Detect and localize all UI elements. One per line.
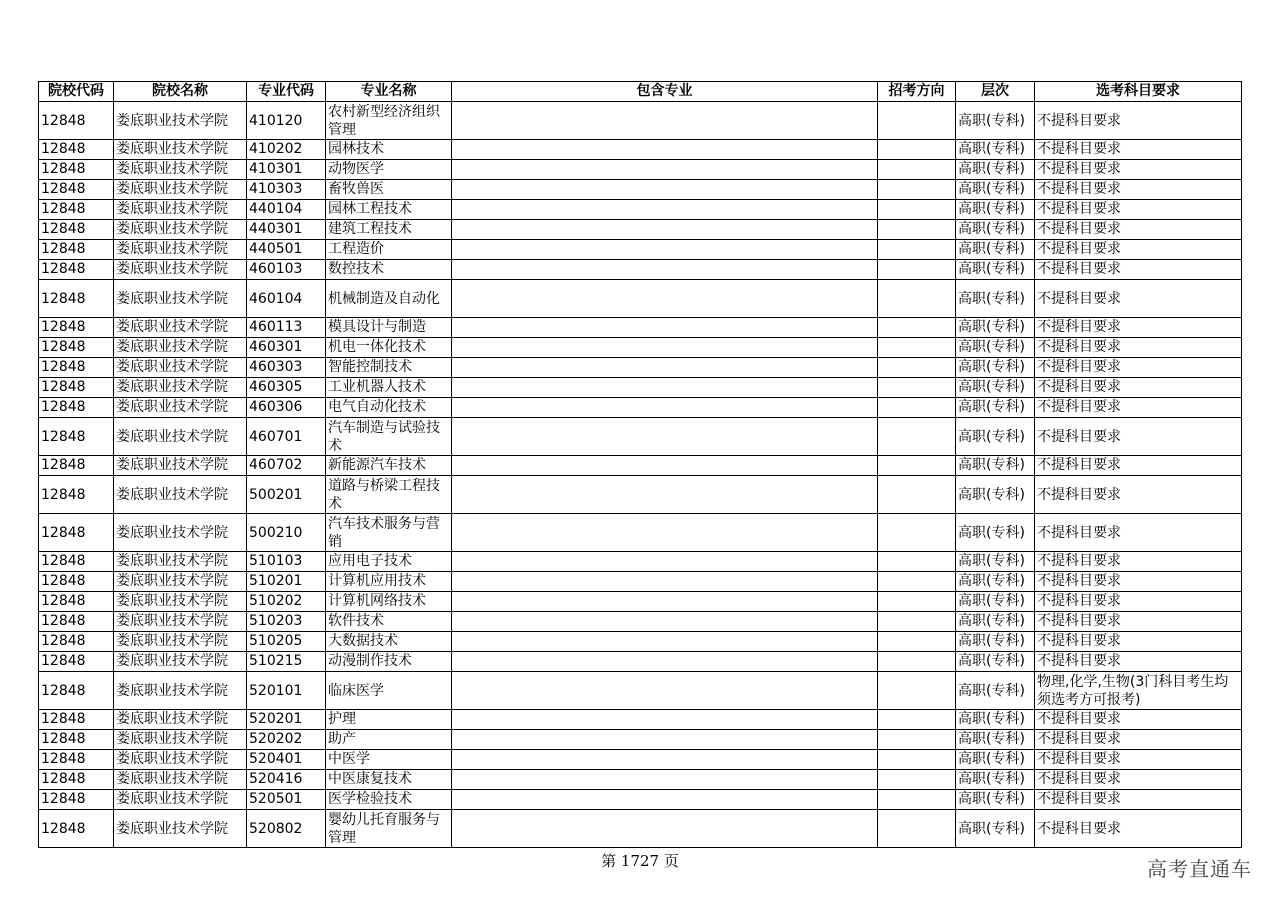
- watermark: 高考直通车: [1147, 857, 1252, 881]
- subject-requirement-cell: 不提科目要求: [1035, 730, 1242, 750]
- direction-cell: [878, 200, 956, 220]
- direction-cell: [878, 378, 956, 398]
- major-name-cell: 建筑工程技术: [326, 220, 452, 240]
- major-code-cell: 440501: [247, 240, 326, 260]
- major-code-cell: 500201: [247, 476, 326, 514]
- school-code-cell: 12848: [39, 790, 114, 810]
- school-code-cell: 12848: [39, 770, 114, 790]
- school-code-cell: 12848: [39, 280, 114, 318]
- major-code-cell: 460113: [247, 318, 326, 338]
- major-name-cell: 汽车制造与试验技术: [326, 418, 452, 456]
- school-name-cell: 娄底职业技术学院: [114, 318, 247, 338]
- table-row: [39, 790, 1242, 810]
- direction-cell: [878, 810, 956, 848]
- school-name-cell: 娄底职业技术学院: [114, 810, 247, 848]
- subject-requirement-cell: 不提科目要求: [1035, 612, 1242, 632]
- school-name-cell: 娄底职业技术学院: [114, 160, 247, 180]
- school-code-cell: 12848: [39, 398, 114, 418]
- major-name-cell: 智能控制技术: [326, 358, 452, 378]
- table-row: [39, 750, 1242, 770]
- included-majors-cell: [452, 672, 878, 710]
- subject-requirement-cell: 不提科目要求: [1035, 180, 1242, 200]
- subject-requirement-cell: 不提科目要求: [1035, 476, 1242, 514]
- level-cell: 高职(专科): [956, 180, 1035, 200]
- included-majors-cell: [452, 140, 878, 160]
- major-code-cell: 460104: [247, 280, 326, 318]
- table-row: [39, 200, 1242, 220]
- school-code-cell: 12848: [39, 592, 114, 612]
- major-name-cell: 工业机器人技术: [326, 378, 452, 398]
- table-row: [39, 612, 1242, 632]
- header-direction: 招考方向: [878, 82, 956, 102]
- major-code-cell: 460306: [247, 398, 326, 418]
- level-cell: 高职(专科): [956, 398, 1035, 418]
- table-row: [39, 810, 1242, 848]
- major-name-cell: 中医学: [326, 750, 452, 770]
- direction-cell: [878, 552, 956, 572]
- school-name-cell: 娄底职业技术学院: [114, 770, 247, 790]
- school-code-cell: 12848: [39, 240, 114, 260]
- level-cell: 高职(专科): [956, 102, 1035, 140]
- direction-cell: [878, 160, 956, 180]
- school-name-cell: 娄底职业技术学院: [114, 514, 247, 552]
- included-majors-cell: [452, 612, 878, 632]
- major-name-cell: 计算机网络技术: [326, 592, 452, 612]
- subject-requirement-cell: 不提科目要求: [1035, 418, 1242, 456]
- major-name-cell: 机械制造及自动化: [326, 280, 452, 318]
- major-name-cell: 汽车技术服务与营销: [326, 514, 452, 552]
- subject-requirement-cell: 不提科目要求: [1035, 810, 1242, 848]
- table-row: [39, 102, 1242, 140]
- major-code-cell: 410303: [247, 180, 326, 200]
- table-row: [39, 592, 1242, 612]
- header-subject-requirement: 选考科目要求: [1035, 82, 1242, 102]
- level-cell: 高职(专科): [956, 810, 1035, 848]
- school-code-cell: 12848: [39, 318, 114, 338]
- level-cell: 高职(专科): [956, 652, 1035, 672]
- school-name-cell: 娄底职业技术学院: [114, 632, 247, 652]
- major-name-cell: 助产: [326, 730, 452, 750]
- school-code-cell: 12848: [39, 338, 114, 358]
- included-majors-cell: [452, 710, 878, 730]
- major-code-cell: 510215: [247, 652, 326, 672]
- included-majors-cell: [452, 260, 878, 280]
- subject-requirement-cell: 不提科目要求: [1035, 770, 1242, 790]
- direction-cell: [878, 612, 956, 632]
- major-name-cell: 软件技术: [326, 612, 452, 632]
- school-code-cell: 12848: [39, 260, 114, 280]
- school-name-cell: 娄底职业技术学院: [114, 672, 247, 710]
- level-cell: 高职(专科): [956, 476, 1035, 514]
- school-name-cell: 娄底职业技术学院: [114, 240, 247, 260]
- subject-requirement-cell: 物理,化学,生物(3门科目考生均须选考方可报考): [1035, 672, 1242, 710]
- table-row: [39, 632, 1242, 652]
- table-row: [39, 456, 1242, 476]
- table-row: [39, 378, 1242, 398]
- included-majors-cell: [452, 220, 878, 240]
- major-code-cell: 520401: [247, 750, 326, 770]
- included-majors-cell: [452, 790, 878, 810]
- major-code-cell: 510103: [247, 552, 326, 572]
- major-name-cell: 机电一体化技术: [326, 338, 452, 358]
- major-code-cell: 520802: [247, 810, 326, 848]
- subject-requirement-cell: 不提科目要求: [1035, 592, 1242, 612]
- included-majors-cell: [452, 280, 878, 318]
- table-row: [39, 672, 1242, 710]
- table-body: [39, 102, 1242, 848]
- major-code-cell: 520101: [247, 672, 326, 710]
- included-majors-cell: [452, 652, 878, 672]
- subject-requirement-cell: 不提科目要求: [1035, 514, 1242, 552]
- table-row: [39, 770, 1242, 790]
- included-majors-cell: [452, 632, 878, 652]
- school-name-cell: 娄底职业技术学院: [114, 572, 247, 592]
- included-majors-cell: [452, 750, 878, 770]
- subject-requirement-cell: 不提科目要求: [1035, 572, 1242, 592]
- included-majors-cell: [452, 730, 878, 750]
- level-cell: 高职(专科): [956, 514, 1035, 552]
- direction-cell: [878, 770, 956, 790]
- school-name-cell: 娄底职业技术学院: [114, 200, 247, 220]
- header-row: [39, 82, 1242, 102]
- school-name-cell: 娄底职业技术学院: [114, 280, 247, 318]
- school-name-cell: 娄底职业技术学院: [114, 260, 247, 280]
- direction-cell: [878, 476, 956, 514]
- major-name-cell: 园林技术: [326, 140, 452, 160]
- level-cell: 高职(专科): [956, 358, 1035, 378]
- school-code-cell: 12848: [39, 514, 114, 552]
- school-code-cell: 12848: [39, 730, 114, 750]
- included-majors-cell: [452, 378, 878, 398]
- school-code-cell: 12848: [39, 476, 114, 514]
- level-cell: 高职(专科): [956, 140, 1035, 160]
- subject-requirement-cell: 不提科目要求: [1035, 358, 1242, 378]
- header-major-name: 专业名称: [326, 82, 452, 102]
- major-name-cell: 道路与桥梁工程技术: [326, 476, 452, 514]
- major-code-cell: 520202: [247, 730, 326, 750]
- level-cell: 高职(专科): [956, 612, 1035, 632]
- school-code-cell: 12848: [39, 552, 114, 572]
- major-code-cell: 410202: [247, 140, 326, 160]
- major-name-cell: 动漫制作技术: [326, 652, 452, 672]
- subject-requirement-cell: 不提科目要求: [1035, 632, 1242, 652]
- table-row: [39, 160, 1242, 180]
- school-code-cell: 12848: [39, 102, 114, 140]
- major-code-cell: 410120: [247, 102, 326, 140]
- table-row: [39, 418, 1242, 456]
- school-code-cell: 12848: [39, 710, 114, 730]
- major-code-cell: 520416: [247, 770, 326, 790]
- school-code-cell: 12848: [39, 180, 114, 200]
- level-cell: 高职(专科): [956, 750, 1035, 770]
- school-code-cell: 12848: [39, 672, 114, 710]
- page-number: 第 1727 页: [601, 852, 679, 870]
- subject-requirement-cell: 不提科目要求: [1035, 456, 1242, 476]
- table-row: [39, 338, 1242, 358]
- subject-requirement-cell: 不提科目要求: [1035, 318, 1242, 338]
- direction-cell: [878, 652, 956, 672]
- level-cell: 高职(专科): [956, 552, 1035, 572]
- level-cell: 高职(专科): [956, 672, 1035, 710]
- direction-cell: [878, 514, 956, 552]
- included-majors-cell: [452, 572, 878, 592]
- subject-requirement-cell: 不提科目要求: [1035, 710, 1242, 730]
- included-majors-cell: [452, 592, 878, 612]
- subject-requirement-cell: 不提科目要求: [1035, 200, 1242, 220]
- level-cell: 高职(专科): [956, 418, 1035, 456]
- major-code-cell: 510201: [247, 572, 326, 592]
- major-code-cell: 440301: [247, 220, 326, 240]
- table-row: [39, 552, 1242, 572]
- school-name-cell: 娄底职业技术学院: [114, 476, 247, 514]
- table-row: [39, 220, 1242, 240]
- subject-requirement-cell: 不提科目要求: [1035, 280, 1242, 318]
- school-code-cell: 12848: [39, 612, 114, 632]
- admission-table: [38, 81, 1242, 848]
- included-majors-cell: [452, 200, 878, 220]
- direction-cell: [878, 710, 956, 730]
- subject-requirement-cell: 不提科目要求: [1035, 378, 1242, 398]
- direction-cell: [878, 632, 956, 652]
- school-code-cell: 12848: [39, 632, 114, 652]
- school-code-cell: 12848: [39, 220, 114, 240]
- included-majors-cell: [452, 514, 878, 552]
- school-name-cell: 娄底职业技术学院: [114, 102, 247, 140]
- direction-cell: [878, 180, 956, 200]
- major-name-cell: 农村新型经济组织管理: [326, 102, 452, 140]
- table-row: [39, 180, 1242, 200]
- school-code-cell: 12848: [39, 160, 114, 180]
- table-row: [39, 140, 1242, 160]
- major-name-cell: 园林工程技术: [326, 200, 452, 220]
- table-row: [39, 358, 1242, 378]
- direction-cell: [878, 140, 956, 160]
- major-code-cell: 520201: [247, 710, 326, 730]
- level-cell: 高职(专科): [956, 790, 1035, 810]
- subject-requirement-cell: 不提科目要求: [1035, 750, 1242, 770]
- major-name-cell: 医学检验技术: [326, 790, 452, 810]
- major-name-cell: 临床医学: [326, 672, 452, 710]
- school-name-cell: 娄底职业技术学院: [114, 710, 247, 730]
- major-code-cell: 460103: [247, 260, 326, 280]
- included-majors-cell: [452, 770, 878, 790]
- header-major-code: 专业代码: [247, 82, 326, 102]
- direction-cell: [878, 572, 956, 592]
- major-name-cell: 动物医学: [326, 160, 452, 180]
- major-name-cell: 婴幼儿托育服务与管理: [326, 810, 452, 848]
- table-row: [39, 652, 1242, 672]
- school-code-cell: 12848: [39, 456, 114, 476]
- level-cell: 高职(专科): [956, 338, 1035, 358]
- school-name-cell: 娄底职业技术学院: [114, 378, 247, 398]
- direction-cell: [878, 790, 956, 810]
- school-name-cell: 娄底职业技术学院: [114, 730, 247, 750]
- major-name-cell: 计算机应用技术: [326, 572, 452, 592]
- table-row: [39, 240, 1242, 260]
- direction-cell: [878, 260, 956, 280]
- subject-requirement-cell: 不提科目要求: [1035, 140, 1242, 160]
- direction-cell: [878, 750, 956, 770]
- school-name-cell: 娄底职业技术学院: [114, 790, 247, 810]
- header-level: 层次: [956, 82, 1035, 102]
- school-code-cell: 12848: [39, 572, 114, 592]
- school-code-cell: 12848: [39, 378, 114, 398]
- school-name-cell: 娄底职业技术学院: [114, 358, 247, 378]
- major-name-cell: 中医康复技术: [326, 770, 452, 790]
- level-cell: 高职(专科): [956, 200, 1035, 220]
- major-code-cell: 460301: [247, 338, 326, 358]
- school-name-cell: 娄底职业技术学院: [114, 180, 247, 200]
- included-majors-cell: [452, 338, 878, 358]
- direction-cell: [878, 338, 956, 358]
- subject-requirement-cell: 不提科目要求: [1035, 652, 1242, 672]
- table-row: [39, 476, 1242, 514]
- level-cell: 高职(专科): [956, 240, 1035, 260]
- level-cell: 高职(专科): [956, 378, 1035, 398]
- school-name-cell: 娄底职业技术学院: [114, 338, 247, 358]
- major-name-cell: 大数据技术: [326, 632, 452, 652]
- school-name-cell: 娄底职业技术学院: [114, 612, 247, 632]
- major-code-cell: 520501: [247, 790, 326, 810]
- direction-cell: [878, 318, 956, 338]
- table-row: [39, 730, 1242, 750]
- level-cell: 高职(专科): [956, 456, 1035, 476]
- included-majors-cell: [452, 180, 878, 200]
- major-code-cell: 510205: [247, 632, 326, 652]
- school-name-cell: 娄底职业技术学院: [114, 456, 247, 476]
- school-code-cell: 12848: [39, 200, 114, 220]
- major-code-cell: 410301: [247, 160, 326, 180]
- subject-requirement-cell: 不提科目要求: [1035, 102, 1242, 140]
- subject-requirement-cell: 不提科目要求: [1035, 220, 1242, 240]
- included-majors-cell: [452, 810, 878, 848]
- level-cell: 高职(专科): [956, 318, 1035, 338]
- major-name-cell: 新能源汽车技术: [326, 456, 452, 476]
- school-code-cell: 12848: [39, 652, 114, 672]
- included-majors-cell: [452, 102, 878, 140]
- included-majors-cell: [452, 476, 878, 514]
- direction-cell: [878, 418, 956, 456]
- level-cell: 高职(专科): [956, 632, 1035, 652]
- level-cell: 高职(专科): [956, 260, 1035, 280]
- subject-requirement-cell: 不提科目要求: [1035, 790, 1242, 810]
- header-included-majors: 包含专业: [452, 82, 878, 102]
- school-code-cell: 12848: [39, 810, 114, 848]
- direction-cell: [878, 592, 956, 612]
- direction-cell: [878, 730, 956, 750]
- school-code-cell: 12848: [39, 750, 114, 770]
- level-cell: 高职(专科): [956, 220, 1035, 240]
- table-row: [39, 318, 1242, 338]
- direction-cell: [878, 398, 956, 418]
- included-majors-cell: [452, 552, 878, 572]
- included-majors-cell: [452, 160, 878, 180]
- school-name-cell: 娄底职业技术学院: [114, 750, 247, 770]
- subject-requirement-cell: 不提科目要求: [1035, 338, 1242, 358]
- school-name-cell: 娄底职业技术学院: [114, 552, 247, 572]
- table-row: [39, 260, 1242, 280]
- school-name-cell: 娄底职业技术学院: [114, 418, 247, 456]
- major-name-cell: 电气自动化技术: [326, 398, 452, 418]
- school-name-cell: 娄底职业技术学院: [114, 652, 247, 672]
- level-cell: 高职(专科): [956, 572, 1035, 592]
- major-name-cell: 畜牧兽医: [326, 180, 452, 200]
- school-code-cell: 12848: [39, 418, 114, 456]
- major-code-cell: 460303: [247, 358, 326, 378]
- included-majors-cell: [452, 240, 878, 260]
- direction-cell: [878, 240, 956, 260]
- included-majors-cell: [452, 358, 878, 378]
- subject-requirement-cell: 不提科目要求: [1035, 240, 1242, 260]
- table-row: [39, 572, 1242, 592]
- major-code-cell: 510203: [247, 612, 326, 632]
- level-cell: 高职(专科): [956, 160, 1035, 180]
- school-name-cell: 娄底职业技术学院: [114, 220, 247, 240]
- table-row: [39, 514, 1242, 552]
- table-row: [39, 710, 1242, 730]
- major-name-cell: 应用电子技术: [326, 552, 452, 572]
- major-name-cell: 模具设计与制造: [326, 318, 452, 338]
- level-cell: 高职(专科): [956, 710, 1035, 730]
- subject-requirement-cell: 不提科目要求: [1035, 260, 1242, 280]
- level-cell: 高职(专科): [956, 770, 1035, 790]
- major-code-cell: 440104: [247, 200, 326, 220]
- header-school-code: 院校代码: [39, 82, 114, 102]
- subject-requirement-cell: 不提科目要求: [1035, 160, 1242, 180]
- table-row: [39, 398, 1242, 418]
- subject-requirement-cell: 不提科目要求: [1035, 552, 1242, 572]
- major-name-cell: 工程造价: [326, 240, 452, 260]
- major-code-cell: 500210: [247, 514, 326, 552]
- table-row: [39, 280, 1242, 318]
- school-name-cell: 娄底职业技术学院: [114, 140, 247, 160]
- direction-cell: [878, 220, 956, 240]
- major-code-cell: 510202: [247, 592, 326, 612]
- major-name-cell: 数控技术: [326, 260, 452, 280]
- included-majors-cell: [452, 398, 878, 418]
- direction-cell: [878, 456, 956, 476]
- school-code-cell: 12848: [39, 140, 114, 160]
- school-name-cell: 娄底职业技术学院: [114, 592, 247, 612]
- included-majors-cell: [452, 456, 878, 476]
- subject-requirement-cell: 不提科目要求: [1035, 398, 1242, 418]
- school-name-cell: 娄底职业技术学院: [114, 398, 247, 418]
- school-code-cell: 12848: [39, 358, 114, 378]
- direction-cell: [878, 102, 956, 140]
- major-code-cell: 460702: [247, 456, 326, 476]
- header-school-name: 院校名称: [114, 82, 247, 102]
- direction-cell: [878, 280, 956, 318]
- major-code-cell: 460305: [247, 378, 326, 398]
- included-majors-cell: [452, 418, 878, 456]
- level-cell: 高职(专科): [956, 280, 1035, 318]
- direction-cell: [878, 672, 956, 710]
- level-cell: 高职(专科): [956, 730, 1035, 750]
- included-majors-cell: [452, 318, 878, 338]
- major-name-cell: 护理: [326, 710, 452, 730]
- major-code-cell: 460701: [247, 418, 326, 456]
- level-cell: 高职(专科): [956, 592, 1035, 612]
- direction-cell: [878, 358, 956, 378]
